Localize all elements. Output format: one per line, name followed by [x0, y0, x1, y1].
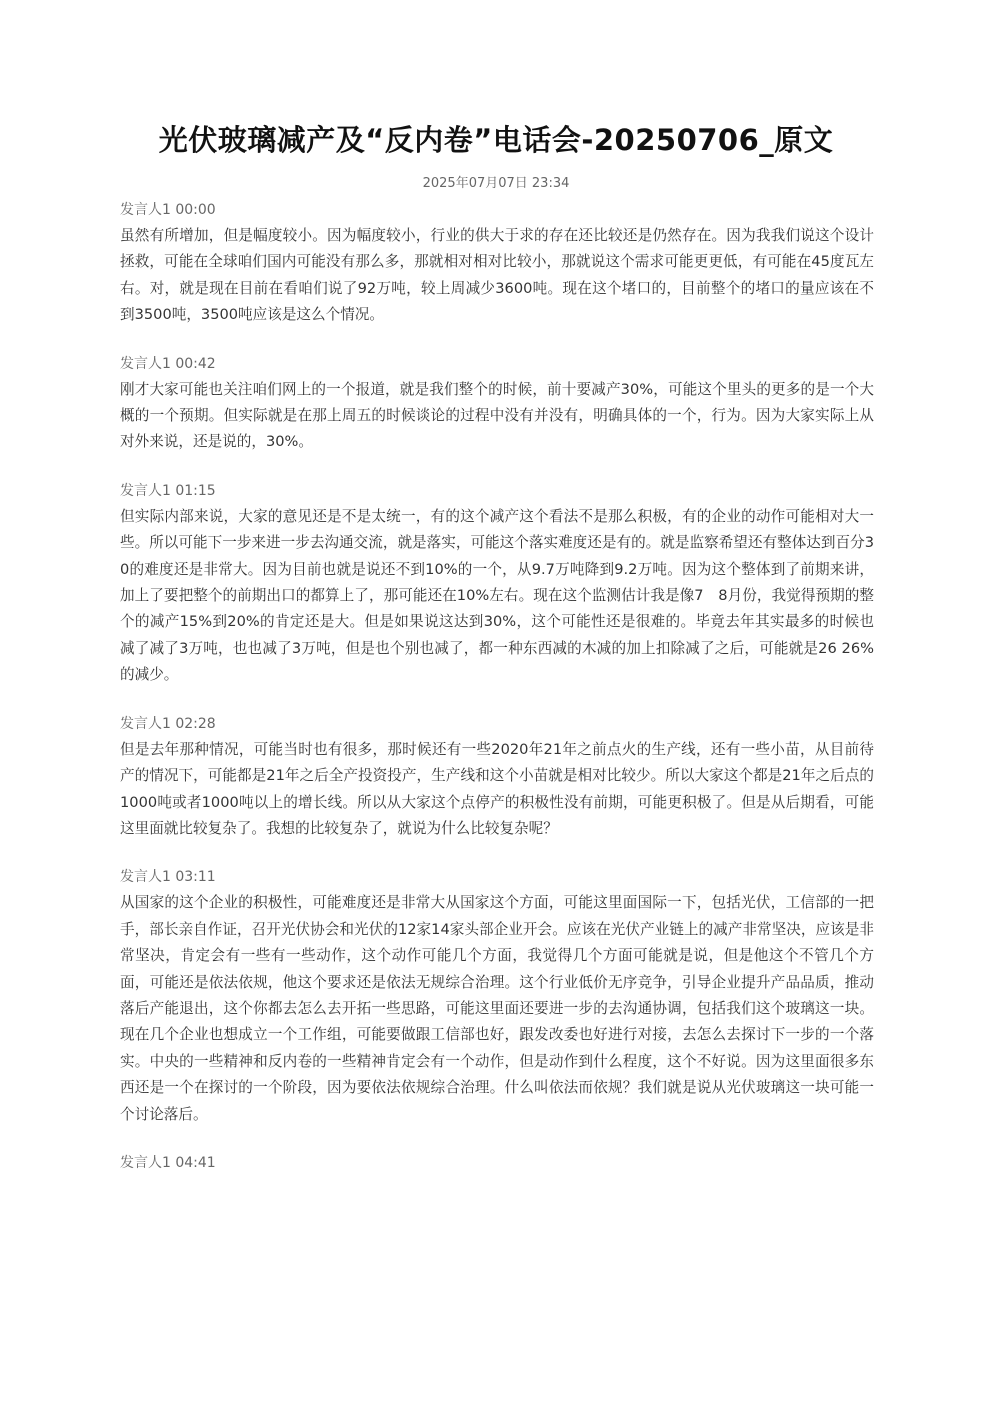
speaker-timestamp: 发言人1 00:00	[120, 202, 216, 218]
transcript-paragraph: 虽然有所增加，但是幅度较小。因为幅度较小，行业的供大于求的存在还比较还是仍然存在。因为我我们说这个设计拯救，可能在全球咱们国内可能没有那么多，那就相对相对比较小，那就说这个需求可能更更低，有可能在45度瓦左右。对，就是现在目前在看咱们说了92万吨，较上周减少3600吨。现在这个堵口的，目前整个的堵口的量应该在不到3500吨，3500吨应该是这么个情况。	[120, 227, 874, 324]
speaker-timestamp: 发言人1 01:15	[120, 482, 216, 499]
transcript-section	[120, 1152, 874, 1174]
transcript-paragraph: 但是去年那种情况，可能当时也有很多，那时候还有一些2020年21年之前点火的生产线，还有一些小苗，从目前待产的情况下，可能都是21年之后全产投资投产，生产线和这个小苗就是相对比较少。所以大家这个都是21年之后点的1000吨或者1000吨以上的增长线。所以从大家这个点停产的积极性没有前期，可能更积极了。但是从后期看，可能这里面就比较复杂了。我想的比较复杂了，就说为什么比较复杂呢？	[120, 740, 874, 837]
transcript-body	[120, 199, 874, 1198]
transcript-paragraph: 但实际内部来说，大家的意见还是不是太统一，有的这个减产这个看法不是那么积极，有的企业的动作可能相对大一些。所以可能下一步来进一步去沟通交流，就是落实，可能这个落实难度还是有的。就是监察希望还有整体达到百分30的难度还是非常大。因为目前也就是说还不到10%的一个，从9.7万吨降到9.2万吨。因为这个整体到了前期来讲，加上了要把整个的前期出口的都算上了，那可能还在10%左右。现在这个监测估计我是像7 8月份，我觉得预期的整个的减产15%到20%的肯定还是大。但是如果说这达到30%，这个可能性还是很难的。毕竟去年其实最多的时候也减了减了3万吨，也也减了3万吨，但是也个别也减了，都一种东西减的木减的加上扣除减了之后，可能就是26 26%的减少。	[120, 507, 874, 684]
speaker-timestamp: 发言人1 02:28	[120, 715, 216, 732]
transcript-section	[120, 353, 874, 456]
document-title: 光伏玻璃减产及“反内卷”电话会-20250706_原文	[158, 123, 834, 157]
transcript-section	[120, 480, 874, 689]
speaker-timestamp: 发言人1 03:11	[120, 869, 216, 886]
transcript-paragraph: 从国家的这个企业的积极性，可能难度还是非常大从国家这个方面，可能这里面国际一下，包括光伏，工信部的一把手，部长亲自作证，召开光伏协会和光伏的12家14家头部企业开会。应该在光伏产业链上的减产非常坚决，应该是非常坚决，肯定会有一些有一些动作，这个动作可能几个方面，我觉得几个方面可能就是说，但是他这个不管几个方面，可能还是依法依规，他这个要求还是依法无规综合治理。这个行业低价无序竞争，引导企业提升产品品质，推动落后产能退出，这个你都去怎么去开拓一些思路，可能这里面还要进一步的去沟通协调，包括我们这个玻璃这一块。现在几个企业也想成立一个工作组，可能要做跟工信部也好，跟发改委也好进行对接，去怎么去探讨下一步的一个落实。中央的一些精神和反内卷的一些精神肯定会有一个动作，但是动作到什么程度，这个不好说。因为这里面很多东西还是一个在探讨的一个阶段，因为要依法依规综合治理。什么叫依法而依规？我们就是说从光伏玻璃这一块可能一个讨论落后。	[120, 894, 874, 1123]
transcript-section	[120, 713, 874, 843]
speaker-timestamp: 发言人1 04:41	[120, 1154, 216, 1171]
transcript-paragraph: 刚才大家可能也关注咱们网上的一个报道，就是我们整个的时候，前十要减产30%，可能这个里头的更多的是一个大概的一个预期。但实际就是在那上周五的时候谈论的过程中没有并没有，明确具体的一个，行为。因为大家实际上从对外来说，还是说的，30%。	[120, 380, 874, 451]
document-date: 2025年07月07日 23:34	[422, 176, 570, 191]
transcript-section	[120, 199, 874, 329]
transcript-section	[120, 866, 874, 1128]
speaker-timestamp: 发言人1 00:42	[120, 355, 216, 372]
